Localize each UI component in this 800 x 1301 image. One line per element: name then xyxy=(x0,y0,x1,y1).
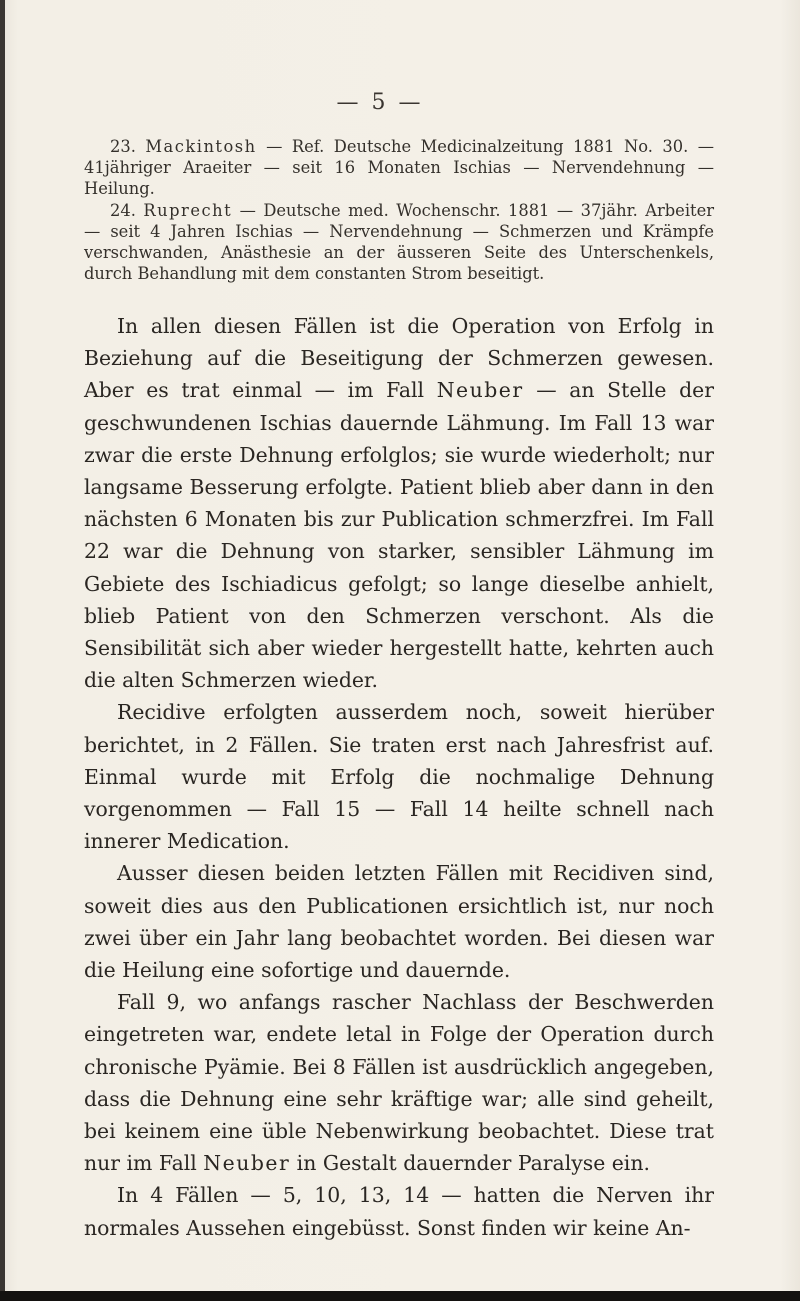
reference-author: Ruprecht xyxy=(143,201,233,220)
paragraph xyxy=(84,696,714,857)
body-text xyxy=(84,310,714,1244)
paragraph-text: Fall 9, wo anfangs rascher Nachlass der Beschwerden eingetreten war, endete letal in Folge der Operation durch chronische Pyämie. Bei 8 Fällen ist ausdrücklich angegeben, dass die Dehnung eine sehr kräftige war; alle sind geheilt, bei keinem eine üble Nebenwirkung beobachtet. Diese trat nur im Fall xyxy=(84,990,714,1176)
reference-text: — Ref. Deutsche Medicinalzeitung 1881 No. 30. — 41jähriger Araeiter — seit 16 Monaten Ischias — Nervendehnung — Heilung. xyxy=(84,137,714,198)
author-name: Neuber xyxy=(203,1151,291,1176)
reference-entry xyxy=(84,200,714,284)
paragraph xyxy=(84,310,714,696)
page-number: — 5 — xyxy=(336,90,424,115)
paragraph xyxy=(84,857,714,986)
paragraph-text: — an Stelle der geschwundenen Ischias dauernde Lähmung. Im Fall 13 war zwar die erste Dehnung erfolglos; sie wurde wiederholt; nur langsame Besserung erfolgte. Patient blieb aber dann in den nächsten 6 Monaten bis zur Publication schmerzfrei. Im Fall 22 war die Dehnung von starker, sensibler Lähmung im Gebiete des Ischiadicus gefolgt; so lange dieselbe anhielt, blieb Patient von den Schmerzen verschont. Als die Sensibilität sich aber wieder hergestellt hatte, kehrten auch die alten Schmerzen wieder. xyxy=(84,378,714,693)
paragraph xyxy=(84,1179,714,1243)
page-left-edge xyxy=(0,0,5,1301)
paragraph-text: Recidive erfolgten ausserdem noch, soweit hierüber berichtet, in 2 Fällen. Sie traten erst nach Jahresfrist auf. Einmal wurde mit Erfolg die nochmalige Dehnung vorgenommen — Fall 15 — Fall 14 heilte schnell nach innerer Medication. xyxy=(84,700,714,854)
reference-text: — Deutsche med. Wochenschr. 1881 — 37jähr. Arbeiter — seit 4 Jahren Ischias — Nervendehnung — Schmerzen und Krämpfe verschwanden, Anästhesie an der äusseren Seite des Unterschenkels, durch Behandlung mit dem constanten Strom beseitigt. xyxy=(84,201,714,283)
paragraph-text: In allen diesen Fällen ist die Operation von Erfolg in Beziehung auf die Beseitigung der Schmerzen gewesen. Aber es trat einmal — im Fall xyxy=(84,314,714,403)
author-name: Neuber xyxy=(436,378,524,403)
paragraph xyxy=(84,986,714,1179)
paragraph-text: Ausser diesen beiden letzten Fällen mit Recidiven sind, soweit dies aus den Publicationen ersichtlich ist, nur noch zwei über ein Jahr lang beobachtet worden. Bei diesen war die Heilung eine sofortige und dauernde. xyxy=(84,861,714,983)
reference-author: Mackintosh xyxy=(145,137,257,156)
reference-list xyxy=(84,136,714,285)
page-bottom-edge xyxy=(0,1291,800,1301)
paragraph-text: In 4 Fällen — 5, 10, 13, 14 — hatten die Nerven ihr normales Aussehen eingebüsst. Sonst finden wir keine An- xyxy=(84,1183,714,1240)
reference-number: 24. xyxy=(110,201,136,220)
reference-number: 23. xyxy=(110,137,136,156)
reference-entry xyxy=(84,136,714,199)
paragraph-text: in Gestalt dauernder Paralyse ein. xyxy=(290,1151,650,1176)
